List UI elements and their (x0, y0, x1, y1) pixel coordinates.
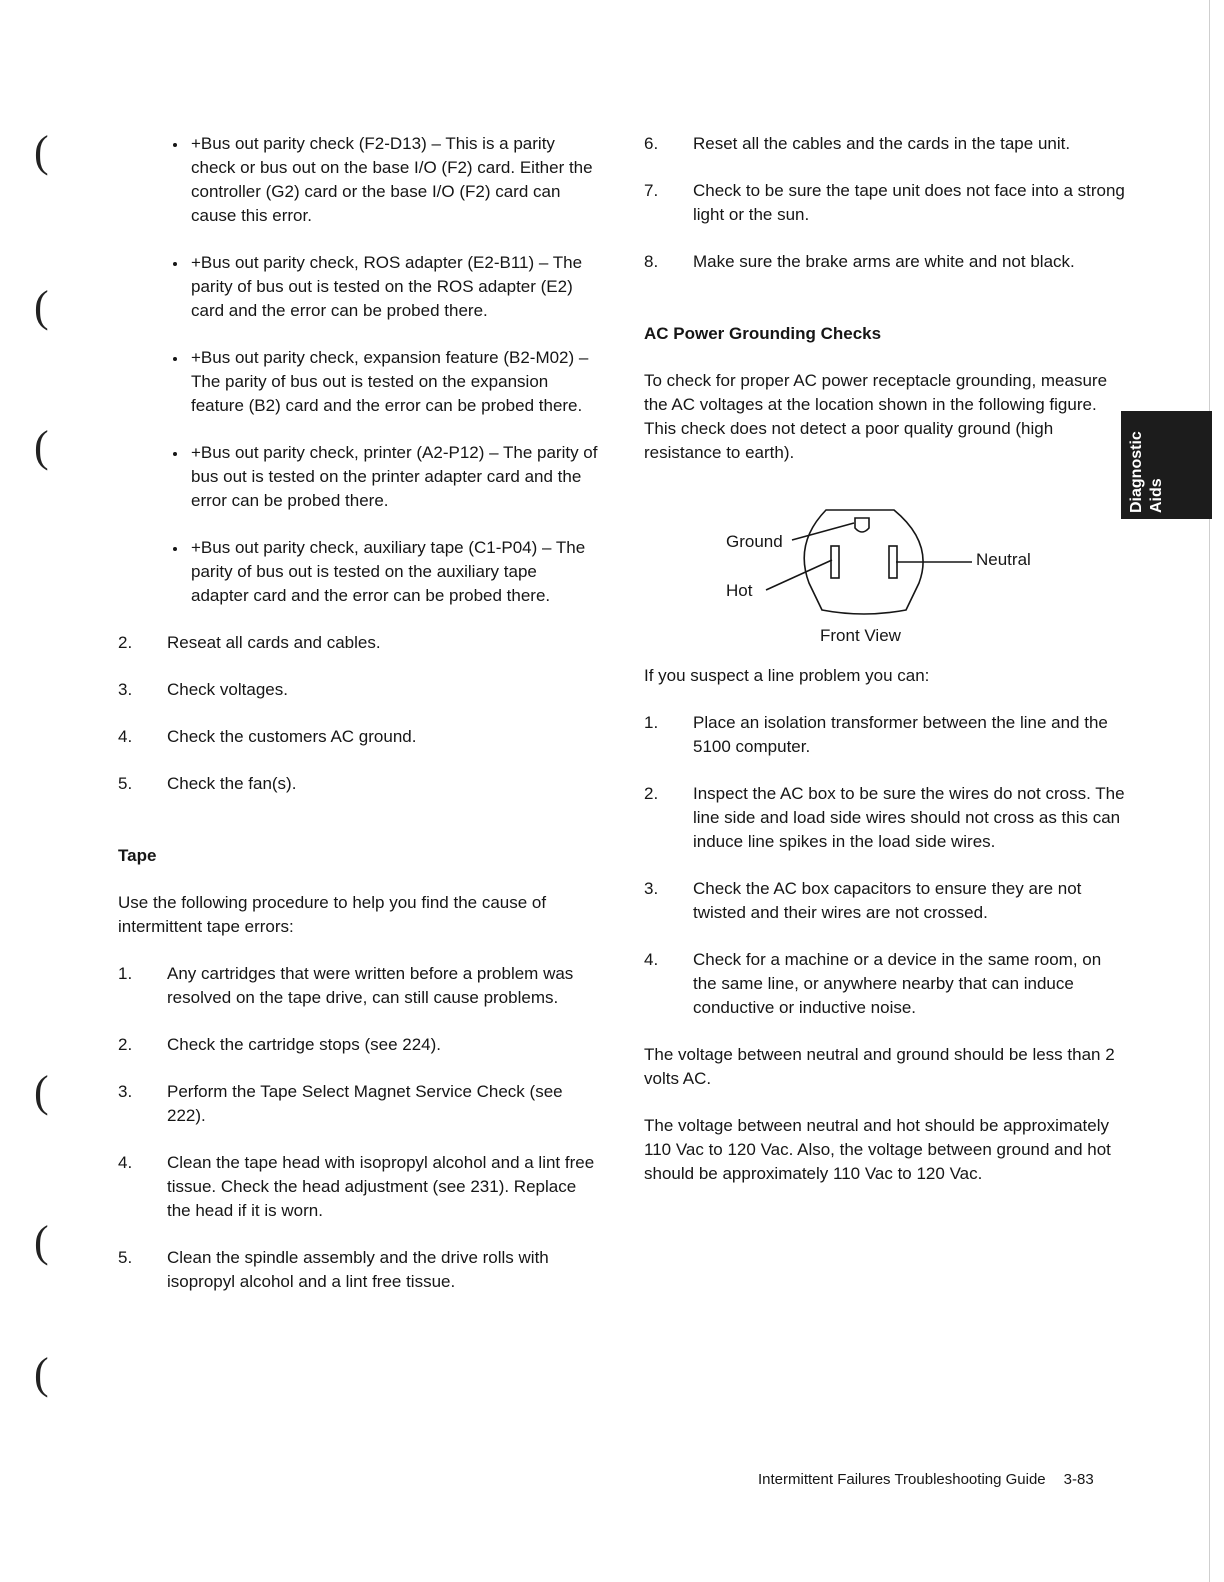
list-item: +Bus out parity check, ROS adapter (E2-B11) – The parity of bus out is tested on the ROS adapter (E2) card and the error can be probed there. (191, 251, 598, 323)
step-number: 1. (118, 964, 133, 983)
margin-mark: ( (34, 282, 49, 331)
step-text: Reset all the cables and the cards in the tape unit. (693, 134, 1071, 153)
step-text: Perform the Tape Select Magnet Service Check (see 222). (167, 1082, 563, 1125)
list-item: +Bus out parity check, printer (A2-P12) – The parity of bus out is tested on the printer adapter card and the error can be probed there. (191, 441, 598, 513)
ac-grounding-intro: To check for proper AC power receptacle grounding, measure the AC voltages at the location shown in the following figure. This check does not detect a poor quality ground (high resistance to earth). (644, 371, 1108, 462)
section-tab-line1: Diagnostic (1128, 431, 1145, 513)
neutral-slot (889, 546, 897, 578)
tape-intro: Use the following procedure to help you find the cause of intermittent tape errors: (118, 893, 547, 936)
list-item (644, 711, 1126, 759)
section-tab-label (1127, 431, 1167, 513)
section-tab-line2: Aids (1148, 478, 1165, 513)
list-item (644, 948, 1126, 1020)
list-item (118, 631, 598, 655)
right-column (644, 132, 1126, 1209)
step-number: 3. (644, 879, 659, 898)
margin-mark: ( (34, 1217, 49, 1266)
list-item (118, 962, 598, 1010)
step-number: 3. (118, 680, 133, 699)
hot-slot (831, 546, 839, 578)
tape-steps-continued (644, 132, 1126, 274)
list-item (118, 725, 598, 749)
step-text: Check the cartridge stops (see 224). (167, 1035, 442, 1054)
step-text: Clean the spindle assembly and the drive rolls with isopropyl alcohol and a lint free tissue. (167, 1248, 549, 1291)
ac-grounding-heading: AC Power Grounding Checks (644, 324, 882, 343)
ground-label: Ground (726, 532, 783, 551)
line-problem-intro: If you suspect a line problem you can: (644, 666, 930, 685)
page-edge-line (1209, 0, 1210, 1582)
step-number: 2. (118, 633, 133, 652)
voltage-neutral-ground: The voltage between neutral and ground should be less than 2 volts AC. (644, 1045, 1115, 1088)
neutral-label: Neutral (976, 550, 1031, 569)
ground-leader (792, 523, 854, 540)
list-item (644, 782, 1126, 854)
list-item (118, 1033, 598, 1057)
receptacle-figure (644, 488, 1126, 645)
list-item: +Bus out parity check, expansion feature (B2-M02) – The parity of bus out is tested on the expansion feature (B2) card and the error can be probed there. (191, 346, 598, 418)
step-number: 4. (118, 1153, 133, 1172)
step-text: Check the AC box capacitors to ensure they are not twisted and their wires are not crossed. (693, 879, 1082, 922)
step-number: 5. (118, 774, 133, 793)
margin-mark: ( (34, 127, 49, 176)
margin-mark: ( (34, 1349, 49, 1398)
ground-slot (855, 518, 869, 532)
hot-leader (766, 560, 832, 590)
step-text: Reseat all cards and cables. (167, 633, 381, 652)
list-item (644, 132, 1126, 156)
voltage-neutral-hot: The voltage between neutral and hot should be approximately 110 Vac to 120 Vac. Also, the voltage between ground and hot should be approximately 110 Vac to 120 Vac. (644, 1116, 1111, 1183)
list-item (118, 1246, 598, 1294)
left-column (118, 132, 598, 1317)
list-item (644, 250, 1126, 274)
step-text: Check the fan(s). (167, 774, 297, 793)
tape-heading: Tape (118, 846, 157, 865)
footer-title: Intermittent Failures Troubleshooting Guide (758, 1471, 1046, 1488)
list-item (118, 678, 598, 702)
list-item (644, 877, 1126, 925)
margin-mark: ( (34, 422, 49, 471)
step-number: 4. (118, 727, 133, 746)
list-item: +Bus out parity check, auxiliary tape (C1-P04) – The parity of bus out is tested on the auxiliary tape adapter card and the error can be probed there. (191, 536, 598, 608)
receptacle-diagram (644, 488, 1126, 640)
hot-label: Hot (726, 581, 753, 600)
section-tab (1121, 411, 1212, 519)
line-problem-steps (644, 711, 1126, 1020)
list-item: +Bus out parity check (F2-D13) – This is a parity check or bus out on the base I/O (F2) card. Either the controller (G2) card or the base I/O (F2) card can cause this error. (191, 132, 598, 228)
list-item (118, 1080, 598, 1128)
step-text: Place an isolation transformer between the line and the 5100 computer. (693, 713, 1108, 756)
step-number: 2. (118, 1035, 133, 1054)
step-number: 8. (644, 252, 659, 271)
step-text: Check to be sure the tape unit does not face into a strong light or the sun. (693, 181, 1125, 224)
list-item (118, 772, 598, 796)
step-number: 3. (118, 1082, 133, 1101)
step-text: Check the customers AC ground. (167, 727, 417, 746)
list-item (118, 1151, 598, 1223)
page-footer (758, 1470, 1094, 1490)
step-text: Clean the tape head with isopropyl alcohol and a lint free tissue. Check the head adjustment (see 231). Replace the head if it is worn. (167, 1153, 595, 1220)
figure-caption: Front View (820, 626, 901, 645)
step-number: 6. (644, 134, 659, 153)
margin-mark: ( (34, 1067, 49, 1116)
list-item (644, 179, 1126, 227)
step-text: Make sure the brake arms are white and not black. (693, 252, 1075, 271)
step-number: 4. (644, 950, 659, 969)
step-number: 5. (118, 1248, 133, 1267)
step-number: 1. (644, 713, 659, 732)
step-number: 2. (644, 784, 659, 803)
step-number: 7. (644, 181, 659, 200)
bus-parity-list (118, 132, 598, 608)
page-number: 3-83 (1063, 1471, 1094, 1488)
general-steps-list (118, 631, 598, 796)
step-text: Check voltages. (167, 680, 288, 699)
step-text: Inspect the AC box to be sure the wires do not cross. The line side and load side wires should not cross as this can induce line spikes in the load side wires. (693, 784, 1125, 851)
tape-steps-list (118, 962, 598, 1294)
step-text: Check for a machine or a device in the same room, on the same line, or anywhere nearby that can induce conductive or inductive noise. (693, 950, 1102, 1017)
step-text: Any cartridges that were written before a problem was resolved on the tape drive, can still cause problems. (167, 964, 574, 1007)
